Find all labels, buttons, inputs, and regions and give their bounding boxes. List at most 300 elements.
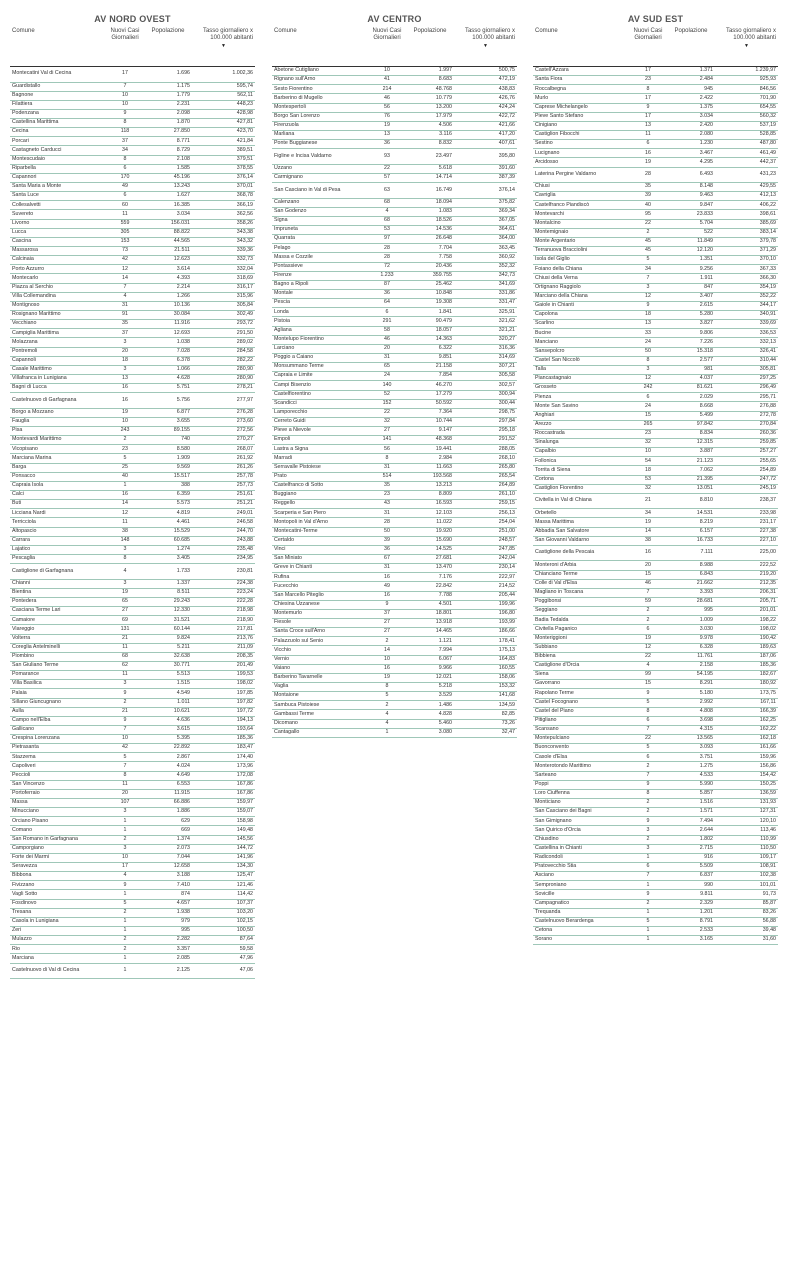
sort-desc-icon[interactable]: ▼ <box>744 43 749 49</box>
table-row <box>10 881 255 890</box>
cell-tasso: 366,19 <box>192 201 255 210</box>
cell-tasso: 222,97 <box>454 573 517 582</box>
cell-popolazione: 2.992 <box>667 698 715 707</box>
table-row <box>10 445 255 454</box>
cell-casi: 305 <box>106 228 144 237</box>
cell-comune: Roccalbegna <box>533 85 629 94</box>
cell-popolazione: 9.463 <box>667 192 715 201</box>
cell-comune: Gambassi Terme <box>272 710 368 719</box>
cell-comune: Castelfiorentino <box>272 390 368 399</box>
table-row <box>272 417 517 426</box>
cell-tasso: 56,88 <box>715 917 778 926</box>
cell-casi: 7 <box>629 771 667 780</box>
cell-popolazione: 2.329 <box>667 899 715 908</box>
cell-casi: 36 <box>368 289 406 298</box>
cell-casi: 18 <box>106 356 144 365</box>
cell-casi: 3 <box>106 579 144 588</box>
data-table <box>272 28 517 738</box>
table-row <box>533 320 778 329</box>
table-row <box>533 652 778 661</box>
cell-popolazione: 4.024 <box>144 762 192 771</box>
cell-popolazione: 8.791 <box>667 917 715 926</box>
cell-comune: Terranuova Bracciolini <box>533 247 629 256</box>
cell-casi: 148 <box>106 536 144 545</box>
cell-tasso: 925,93 <box>715 76 778 85</box>
cell-tasso: 298,75 <box>454 408 517 417</box>
cell-casi: 73 <box>106 247 144 256</box>
cell-comune: Montelupo Fiorentino <box>272 335 368 344</box>
table-row <box>10 725 255 734</box>
cell-casi: 62 <box>106 661 144 670</box>
table-row <box>533 509 778 518</box>
cell-comune: Pisa <box>10 427 106 436</box>
header-popolazione[interactable]: Popolazione <box>406 28 454 67</box>
cell-tasso: 193,64 <box>192 725 255 734</box>
header-popolazione[interactable]: Popolazione <box>144 28 192 67</box>
table-row <box>272 427 517 436</box>
cell-tasso: 352,22 <box>715 292 778 301</box>
cell-casi: 6 <box>106 164 144 173</box>
cell-popolazione: 7.494 <box>667 817 715 826</box>
cell-popolazione: 12.330 <box>144 607 192 616</box>
cell-tasso: 134,59 <box>454 701 517 710</box>
table-row <box>10 237 255 246</box>
cell-casi: 11 <box>106 671 144 680</box>
cell-casi: 68 <box>368 216 406 225</box>
cell-tasso: 280,90 <box>192 375 255 384</box>
table-row <box>10 247 255 256</box>
cell-comune: Isola del Giglio <box>533 256 629 265</box>
cell-tasso: 1.002,36 <box>192 67 255 83</box>
cell-comune: San Giuliano Terme <box>10 661 106 670</box>
cell-popolazione: 5.573 <box>144 500 192 509</box>
cell-casi: 19 <box>368 121 406 130</box>
cell-popolazione: 16.385 <box>144 201 192 210</box>
cell-casi: 2 <box>629 228 667 237</box>
cell-comune: Podenzana <box>10 109 106 118</box>
header-casi[interactable]: Nuovi Casi Giornalieri <box>106 28 144 67</box>
cell-popolazione: 3.030 <box>667 625 715 634</box>
cell-popolazione: 1.374 <box>144 835 192 844</box>
cell-comune: Pelago <box>272 244 368 253</box>
cell-tasso: 318,69 <box>192 274 255 283</box>
table-row <box>533 365 778 374</box>
cell-comune: Siena <box>533 671 629 680</box>
table-row <box>10 365 255 374</box>
cell-comune: Castellina in Chianti <box>533 844 629 853</box>
cell-popolazione: 15.517 <box>144 472 192 481</box>
cell-casi: 53 <box>629 475 667 484</box>
cell-comune: Mulazzo <box>10 936 106 945</box>
section-sud-est <box>533 14 778 945</box>
table-row <box>533 256 778 265</box>
table-row <box>10 817 255 826</box>
table-row <box>10 256 255 265</box>
cell-casi: 21 <box>629 493 667 509</box>
cell-tasso: 214,52 <box>454 582 517 591</box>
cell-popolazione: 8.832 <box>406 140 454 149</box>
cell-comune: Certaldo <box>272 536 368 545</box>
table-row <box>10 652 255 661</box>
cell-comune: Montalcino <box>533 219 629 228</box>
cell-casi: 1 <box>106 481 144 490</box>
cell-popolazione: 7.226 <box>667 338 715 347</box>
cell-casi: 68 <box>106 652 144 661</box>
table-row <box>533 292 778 301</box>
cell-tasso: 190,42 <box>715 634 778 643</box>
cell-casi: 19 <box>629 158 667 167</box>
cell-casi: 7 <box>629 274 667 283</box>
data-table <box>533 28 778 945</box>
table-row <box>10 491 255 500</box>
cell-comune: Torrita di Siena <box>533 466 629 475</box>
cell-tasso: 198,22 <box>715 616 778 625</box>
table-row <box>272 317 517 326</box>
table-row <box>272 326 517 335</box>
cell-popolazione: 6.359 <box>144 491 192 500</box>
table-row <box>272 591 517 600</box>
cell-tasso: 47,96 <box>192 954 255 963</box>
cell-casi: 24 <box>629 338 667 347</box>
cell-casi: 21 <box>106 634 144 643</box>
cell-tasso: 305,84 <box>192 301 255 310</box>
table-row <box>533 899 778 908</box>
table-row <box>533 536 778 545</box>
cell-casi: 13 <box>106 375 144 384</box>
cell-tasso: 257,27 <box>715 448 778 457</box>
cell-popolazione: 3.093 <box>667 744 715 753</box>
cell-tasso: 438,83 <box>454 85 517 94</box>
cell-comune: Civitella Paganico <box>533 625 629 634</box>
table-row <box>272 582 517 591</box>
cell-popolazione: 7.111 <box>667 545 715 561</box>
cell-popolazione: 1.351 <box>667 256 715 265</box>
cell-comune: Follonica <box>533 457 629 466</box>
cell-comune: San Gimignano <box>533 817 629 826</box>
table-row <box>533 338 778 347</box>
cell-tasso: 270,27 <box>192 436 255 445</box>
sort-desc-icon[interactable]: ▼ <box>221 43 226 49</box>
table-row <box>272 673 517 682</box>
table-row <box>533 561 778 570</box>
cell-casi: 140 <box>368 381 406 390</box>
cell-tasso: 370,10 <box>715 256 778 265</box>
cell-tasso: 141,68 <box>454 692 517 701</box>
cell-tasso: 423,70 <box>192 128 255 137</box>
cell-comune: Castelfranco di Sotto <box>272 481 368 490</box>
cell-casi: 19 <box>368 673 406 682</box>
cell-comune: Chianciano Terme <box>533 570 629 579</box>
header-popolazione[interactable]: Popolazione <box>667 28 715 67</box>
cell-comune: Montescudaio <box>10 155 106 164</box>
cell-casi: 8 <box>629 85 667 94</box>
table-row <box>10 564 255 580</box>
cell-comune: Volterra <box>10 634 106 643</box>
cell-casi: 20 <box>368 344 406 353</box>
cell-tasso: 222,28 <box>192 597 255 606</box>
table-row <box>10 472 255 481</box>
table-row <box>272 518 517 527</box>
cell-popolazione: 847 <box>667 283 715 292</box>
cell-tasso: 358,26 <box>192 219 255 228</box>
table-row <box>533 527 778 536</box>
cell-comune: Guardistallo <box>10 82 106 91</box>
cell-comune: Santa Croce sull'Arno <box>272 628 368 637</box>
cell-tasso: 73,26 <box>454 719 517 728</box>
cell-comune: Bagnone <box>10 91 106 100</box>
cell-popolazione: 1.009 <box>667 616 715 625</box>
cell-tasso: 325,91 <box>454 308 517 317</box>
cell-casi: 13 <box>629 121 667 130</box>
cell-casi: 8 <box>106 555 144 564</box>
cell-casi: 7 <box>106 82 144 91</box>
header-comune[interactable]: Comune <box>10 28 106 67</box>
cell-popolazione: 1.375 <box>667 103 715 112</box>
cell-tasso: 421,66 <box>454 121 517 130</box>
cell-casi: 16 <box>106 393 144 409</box>
cell-casi: 1.233 <box>368 271 406 280</box>
cell-casi: 35 <box>368 481 406 490</box>
cell-casi: 152 <box>368 399 406 408</box>
header-row <box>10 28 255 67</box>
table-row <box>272 728 517 737</box>
cell-tasso: 198,02 <box>715 625 778 634</box>
header-comune[interactable]: Comune <box>533 28 629 67</box>
table-row <box>10 347 255 356</box>
table-row <box>533 140 778 149</box>
table-row <box>533 112 778 121</box>
table-row <box>10 555 255 564</box>
table-row <box>272 372 517 381</box>
table-row <box>533 789 778 798</box>
cell-popolazione: 2.108 <box>144 155 192 164</box>
cell-popolazione: 3.080 <box>406 728 454 737</box>
cell-casi: 93 <box>368 149 406 165</box>
cell-tasso: 336,53 <box>715 329 778 338</box>
cell-casi: 3 <box>106 844 144 853</box>
cell-comune: Santa Fiora <box>533 76 629 85</box>
cell-comune: Cerreto Guidi <box>272 417 368 426</box>
cell-tasso: 164,83 <box>454 655 517 664</box>
cell-comune: Loro Ciuffenna <box>533 789 629 798</box>
cell-comune: Casciana Terme Lari <box>10 607 106 616</box>
cell-tasso: 406,22 <box>715 201 778 210</box>
table-row <box>533 588 778 597</box>
cell-casi: 7 <box>106 725 144 734</box>
cell-tasso: 222,52 <box>715 561 778 570</box>
cell-tasso: 158,06 <box>454 673 517 682</box>
data-table <box>10 28 255 979</box>
table-row <box>10 963 255 979</box>
cell-casi: 9 <box>106 716 144 725</box>
cell-popolazione: 14.465 <box>406 628 454 637</box>
cell-tasso: 340,91 <box>715 311 778 320</box>
cell-tasso: 159,96 <box>715 753 778 762</box>
cell-popolazione: 1.337 <box>144 579 192 588</box>
cell-tasso: 320,27 <box>454 335 517 344</box>
cell-casi: 5 <box>106 899 144 908</box>
cell-casi: 19 <box>629 518 667 527</box>
header-tasso[interactable] <box>454 28 517 67</box>
cell-casi: 68 <box>368 198 406 207</box>
cell-tasso: 371,29 <box>715 247 778 256</box>
cell-tasso: 300,44 <box>454 399 517 408</box>
cell-tasso: 134,30 <box>192 863 255 872</box>
cell-casi: 46 <box>368 335 406 344</box>
table-row <box>272 262 517 271</box>
cell-comune: Porcari <box>10 137 106 146</box>
cell-casi: 14 <box>629 527 667 536</box>
sort-desc-icon[interactable]: ▼ <box>483 43 488 49</box>
header-comune[interactable]: Comune <box>272 28 368 67</box>
cell-tasso: 385,69 <box>715 219 778 228</box>
cell-casi: 15 <box>629 570 667 579</box>
cell-casi: 60 <box>106 201 144 210</box>
cell-casi: 3 <box>629 844 667 853</box>
cell-popolazione: 2.073 <box>144 844 192 853</box>
cell-casi: 9 <box>629 817 667 826</box>
cell-comune: Pescia <box>272 299 368 308</box>
cell-tasso: 91,73 <box>715 890 778 899</box>
table-row <box>272 564 517 573</box>
table-row <box>10 393 255 409</box>
cell-comune: San Quirico d'Orcia <box>533 826 629 835</box>
cell-comune: Casola in Lunigiana <box>10 917 106 926</box>
cell-tasso: 245,19 <box>715 484 778 493</box>
cell-popolazione: 981 <box>667 365 715 374</box>
cell-comune: Marciana <box>10 954 106 963</box>
cell-tasso: 183,47 <box>192 744 255 753</box>
table-row <box>533 545 778 561</box>
cell-tasso: 201,01 <box>715 607 778 616</box>
cell-casi: 1 <box>106 927 144 936</box>
cell-casi: 14 <box>106 500 144 509</box>
cell-comune: Portoferraio <box>10 789 106 798</box>
table-row <box>272 299 517 308</box>
cell-casi: 31 <box>368 564 406 573</box>
cell-tasso: 343,32 <box>192 237 255 246</box>
cell-comune: Carmignano <box>272 173 368 182</box>
cell-popolazione: 1.083 <box>406 207 454 216</box>
cell-casi: 10 <box>106 91 144 100</box>
cell-tasso: 472,19 <box>454 76 517 85</box>
cell-comune: Castelnuovo di Garfagnana <box>10 393 106 409</box>
cell-tasso: 87,64 <box>192 936 255 945</box>
table-row <box>533 607 778 616</box>
cell-popolazione: 7.758 <box>406 253 454 262</box>
table-row <box>533 247 778 256</box>
table-row <box>533 67 778 76</box>
cell-casi: 5 <box>106 454 144 463</box>
cell-comune: Carrara <box>10 536 106 545</box>
cell-popolazione: 4.506 <box>406 121 454 130</box>
cell-popolazione: 6.493 <box>667 167 715 183</box>
header-tasso[interactable] <box>715 28 778 67</box>
cell-popolazione: 23.497 <box>406 149 454 165</box>
header-casi[interactable]: Nuovi Casi Giornalieri <box>629 28 667 67</box>
table-row <box>10 164 255 173</box>
cell-comune: Poppi <box>533 780 629 789</box>
cell-comune: Pienza <box>533 393 629 402</box>
cell-popolazione: 1.909 <box>144 454 192 463</box>
header-tasso[interactable] <box>192 28 255 67</box>
cell-popolazione: 17.279 <box>406 390 454 399</box>
cell-comune: Castelfranco Piandiscò <box>533 201 629 210</box>
cell-popolazione: 18.057 <box>406 326 454 335</box>
header-casi[interactable]: Nuovi Casi Giornalieri <box>368 28 406 67</box>
cell-comune: Scarlino <box>533 320 629 329</box>
cell-casi: 76 <box>368 112 406 121</box>
cell-tasso: 161,66 <box>715 744 778 753</box>
cell-casi: 514 <box>368 472 406 481</box>
table-row <box>533 936 778 945</box>
table-body <box>272 67 517 738</box>
cell-comune: Calenzano <box>272 198 368 207</box>
cell-comune: Ponte Buggianese <box>272 140 368 149</box>
table-row <box>272 436 517 445</box>
cell-comune: Greve in Chianti <box>272 564 368 573</box>
table-row <box>10 274 255 283</box>
cell-casi: 65 <box>368 363 406 372</box>
cell-tasso: 114,42 <box>192 890 255 899</box>
cell-comune: Montopoli in Val d'Arno <box>272 518 368 527</box>
cell-tasso: 284,58 <box>192 347 255 356</box>
cell-casi: 52 <box>368 390 406 399</box>
cell-popolazione: 8.219 <box>667 518 715 527</box>
cell-casi: 19 <box>106 408 144 417</box>
cell-tasso: 197,85 <box>192 689 255 698</box>
cell-tasso: 141,96 <box>192 853 255 862</box>
cell-comune: Campi Bisenzio <box>272 381 368 390</box>
table-row <box>272 600 517 609</box>
cell-tasso: 259,85 <box>715 438 778 447</box>
cell-popolazione: 97.842 <box>667 420 715 429</box>
cell-tasso: 233,98 <box>715 509 778 518</box>
cell-casi: 39 <box>368 536 406 545</box>
table-row <box>533 735 778 744</box>
cell-comune: Stazzema <box>10 753 106 762</box>
cell-popolazione: 7.044 <box>144 853 192 862</box>
table-row <box>272 207 517 216</box>
cell-popolazione: 5.280 <box>667 311 715 320</box>
cell-tasso: 342,73 <box>454 271 517 280</box>
cell-comune: Fiesole <box>272 619 368 628</box>
cell-casi: 1 <box>106 917 144 926</box>
cell-popolazione: 21.662 <box>667 579 715 588</box>
cell-comune: San Godenzo <box>272 207 368 216</box>
cell-popolazione: 14.531 <box>667 509 715 518</box>
cell-tasso: 367,33 <box>715 265 778 274</box>
cell-comune: Capolona <box>533 311 629 320</box>
cell-tasso: 212,35 <box>715 579 778 588</box>
cell-popolazione: 995 <box>667 607 715 616</box>
cell-tasso: 305,81 <box>715 365 778 374</box>
cell-casi: 24 <box>368 372 406 381</box>
cell-comune: Villa Basilica <box>10 680 106 689</box>
cell-tasso: 197,82 <box>192 698 255 707</box>
cell-tasso: 205,71 <box>715 597 778 606</box>
table-row <box>10 899 255 908</box>
cell-tasso: 223,24 <box>192 588 255 597</box>
cell-comune: Comano <box>10 826 106 835</box>
cell-tasso: 173,96 <box>192 762 255 771</box>
cell-comune: Vecchiano <box>10 320 106 329</box>
table-body <box>10 67 255 979</box>
cell-casi: 12 <box>629 375 667 384</box>
cell-casi: 38 <box>629 536 667 545</box>
cell-popolazione: 7.176 <box>406 573 454 582</box>
table-row <box>272 121 517 130</box>
